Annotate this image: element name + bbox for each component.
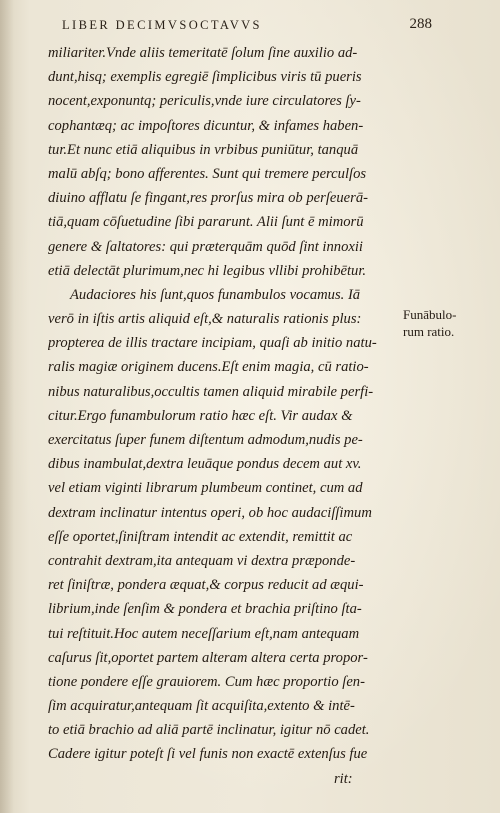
paragraph-start-line: Audaciores his ſunt,quos funambulos vocamus. Iā <box>70 286 361 303</box>
text-line: rit: <box>334 770 353 787</box>
text-line: caſurus ſit,oportet partem alteram altera certa propor- <box>48 649 368 666</box>
text-line: dibus inambulat,dextra leuāque pondus decem aut xv. <box>48 456 362 473</box>
marginal-note <box>403 306 493 340</box>
text-line: ſim acquiratur,antequam ſit acquiſita,extento & intē- <box>48 698 355 715</box>
text-line: etiā delectāt plurimum,nec hi legibus vllibi prohibētur. <box>48 262 367 279</box>
text-line: miliariter.Vnde aliis temeritatē ſolum ſine auxilio ad- <box>48 45 358 61</box>
text-line: tiā,quam cōſuetudine ſibi pararunt. Alii ſunt ē mimorū <box>48 214 364 231</box>
gutter-shadow <box>0 0 14 813</box>
text-line: dextram inclinatur intentus operi, ob hoc audaciſſimum <box>48 504 372 521</box>
text-line: propterea de illis tractare incipiam, quaſi ab initio natu- <box>48 335 377 352</box>
text-line: malū abſq; bono afferentes. Sunt qui tremere perculſos <box>48 165 367 182</box>
text-line: vel etiam viginti librarum plumbeum continet, cum ad <box>48 480 363 497</box>
text-line: eſſe oportet,ſiniſtram intendit ac extendit, remittit ac <box>48 528 353 545</box>
text-line: contrahit dextram,ita antequam vi dextra præponde- <box>48 552 356 569</box>
running-title: LIBER DECIMVSOCTAVVS <box>62 18 262 32</box>
running-head <box>62 16 432 36</box>
text-line: nibus naturalibus,occultis tamen aliquid mirabile perfi- <box>48 383 374 400</box>
text-line: Cadere igitur poteſt ſi vel funis non exactē extenſus fue <box>48 746 368 763</box>
text-line: ralis magiæ originem ducens.Eſt enim magia, cū ratio- <box>48 359 369 376</box>
marginal-note-line: Funābulo- <box>403 307 457 322</box>
text-line: tione pondere eſſe grauiorem. Cum hæc proportio ſen- <box>48 673 365 690</box>
text-line: exercitatus ſuper funem diſtentum admodum,nudis pe- <box>48 432 363 448</box>
marginal-note-line: rum ratio. <box>403 324 455 339</box>
text-line: librium,inde ſenſim & pondera et brachia priſtino ſta- <box>48 601 362 618</box>
text-line: verō in iſtis artis aliquid eſt,& naturalis rationis plus: <box>48 311 362 328</box>
text-line: tur.Et nunc etiā aliquibus in vrbibus puniūtur, tanquā <box>48 141 359 158</box>
text-line: tui reſtituit.Hoc autem neceſſarium eſt,nam antequam <box>48 625 360 642</box>
text-line: diuino afflatu ſe fingant,res prorſus mira ob perſeuerā- <box>48 190 368 207</box>
page-number: 288 <box>409 16 432 32</box>
text-line: dunt,hisq; exemplis egregiē ſimplicibus viris tū pueris <box>48 69 362 86</box>
text-line: ret ſiniſtræ, pondera æquat,& corpus reducit ad æqui- <box>48 577 364 594</box>
text-line: to etiā brachio ad aliā partē inclinatur, igitur nō cadet. <box>48 722 370 739</box>
text-line: genere & ſaltatores: qui præterquām quōd ſint innoxii <box>48 238 363 255</box>
text-line: citur.Ergo funambulorum ratio hæc eſt. Vir audax & <box>48 407 353 424</box>
text-line: cophantæq; ac impoſtores dicuntur, & infames haben- <box>48 117 364 134</box>
body-text <box>48 41 400 791</box>
text-line: nocent,exponuntq; periculis,vnde iure circulatores ſy- <box>48 93 361 110</box>
